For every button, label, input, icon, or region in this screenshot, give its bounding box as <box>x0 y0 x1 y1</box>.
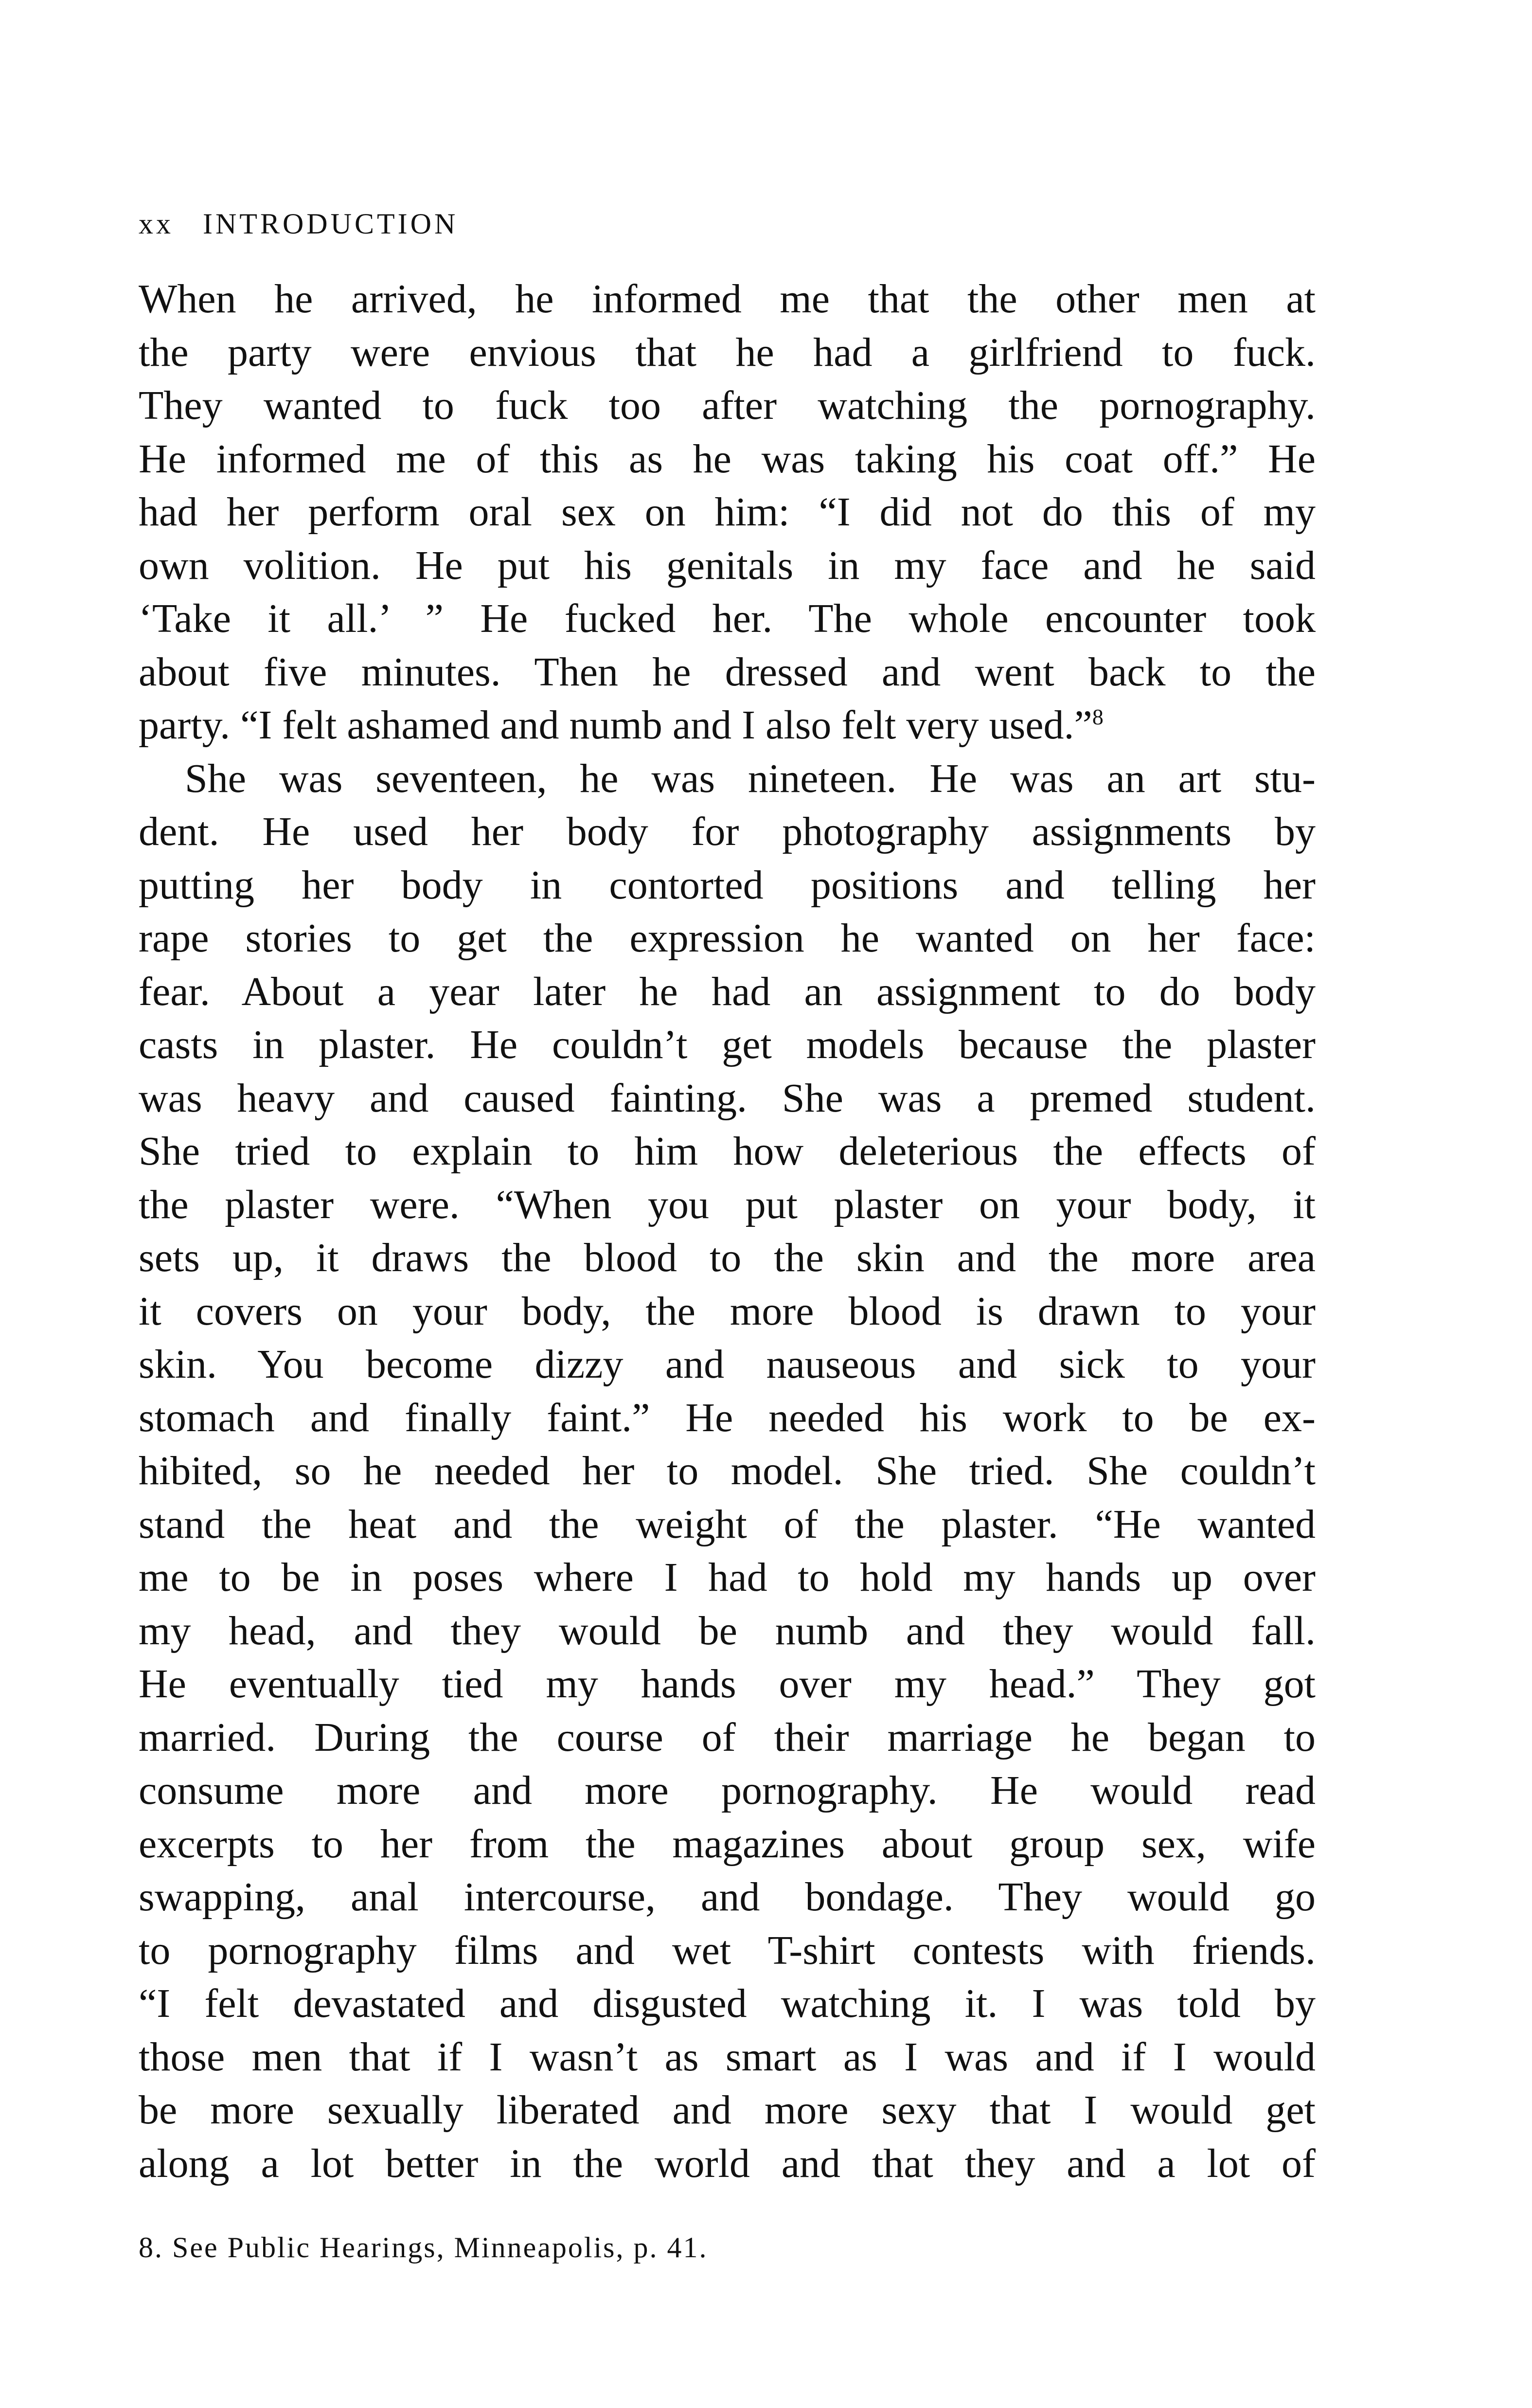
text-line: putting her body in contorted positions and telling her <box>139 862 1316 908</box>
text-line: “I felt devastated and disgusted watching it. I was told by <box>139 1981 1316 2026</box>
footnote: 8. See Public Hearings, Minneapolis, p. 41. <box>139 2231 708 2264</box>
body-text <box>139 272 1316 2190</box>
text-line: about five minutes. Then he dressed and went back to the <box>139 649 1316 695</box>
text-line: casts in plaster. He couldn’t get models because the plaster <box>139 1022 1316 1067</box>
running-head <box>139 209 458 238</box>
text-line: stomach and finally faint.” He needed his work to be ex- <box>139 1395 1316 1440</box>
text-line: He informed me of this as he was taking his coat off.” He <box>139 436 1316 482</box>
text-line: dent. He used her body for photography assignments by <box>139 809 1316 854</box>
paragraph-first-line: She was seventeen, he was nineteen. He was an art stu- <box>185 755 1316 801</box>
text-line <box>139 699 1316 752</box>
text-line: When he arrived, he informed me that the other men at <box>139 276 1316 322</box>
footnote-reference: 8 <box>1092 704 1104 729</box>
text-line: the party were envious that he had a girlfriend to fuck. <box>139 329 1316 375</box>
text-line: skin. You become dizzy and nauseous and sick to your <box>139 1342 1316 1387</box>
text-line: consume more and more pornography. He would read <box>139 1768 1316 1813</box>
text-line: was heavy and caused fainting. She was a premed student. <box>139 1075 1316 1121</box>
text-line: own volition. He put his genitals in my face and he said <box>139 542 1316 588</box>
section-title: INTRODUCTION <box>203 208 459 240</box>
text-line: sets up, it draws the blood to the skin and the more area <box>139 1235 1316 1280</box>
text-line: be more sexually liberated and more sexy that I would get <box>139 2087 1316 2133</box>
text-line: ‘Take it all.’ ” He fucked her. The whole encounter took <box>139 596 1316 641</box>
text-line-content: party. “I felt ashamed and numb and I also felt very used.” <box>139 702 1092 748</box>
text-line: my head, and they would be numb and they would fall. <box>139 1608 1316 1653</box>
text-line: it covers on your body, the more blood is drawn to your <box>139 1288 1316 1334</box>
text-line: fear. About a year later he had an assignment to do body <box>139 969 1316 1014</box>
page-number: xx <box>139 208 174 240</box>
text-line: She tried to explain to him how deleterious the effects of <box>139 1129 1316 1174</box>
text-line: me to be in poses where I had to hold my hands up over <box>139 1555 1316 1600</box>
text-line: married. During the course of their marriage he began to <box>139 1714 1316 1760</box>
text-line: excerpts to her from the magazines about group sex, wife <box>139 1821 1316 1867</box>
text-line: stand the heat and the weight of the plaster. “He wanted <box>139 1501 1316 1547</box>
text-line: had her perform oral sex on him: “I did not do this of my <box>139 489 1316 535</box>
text-line: the plaster were. “When you put plaster on your body, it <box>139 1182 1316 1227</box>
text-line: to pornography films and wet T-shirt contests with friends. <box>139 1927 1316 1973</box>
text-line: He eventually tied my hands over my head.” They got <box>139 1661 1316 1707</box>
text-line: They wanted to fuck too after watching the pornography. <box>139 383 1316 428</box>
text-line: hibited, so he needed her to model. She tried. She couldn’t <box>139 1448 1316 1493</box>
text-line: rape stories to get the expression he wanted on her face: <box>139 916 1316 961</box>
text-line: those men that if I wasn’t as smart as I was and if I would <box>139 2034 1316 2080</box>
text-line: along a lot better in the world and that they and a lot of <box>139 2140 1316 2186</box>
text-line: swapping, anal intercourse, and bondage. They would go <box>139 1874 1316 1920</box>
